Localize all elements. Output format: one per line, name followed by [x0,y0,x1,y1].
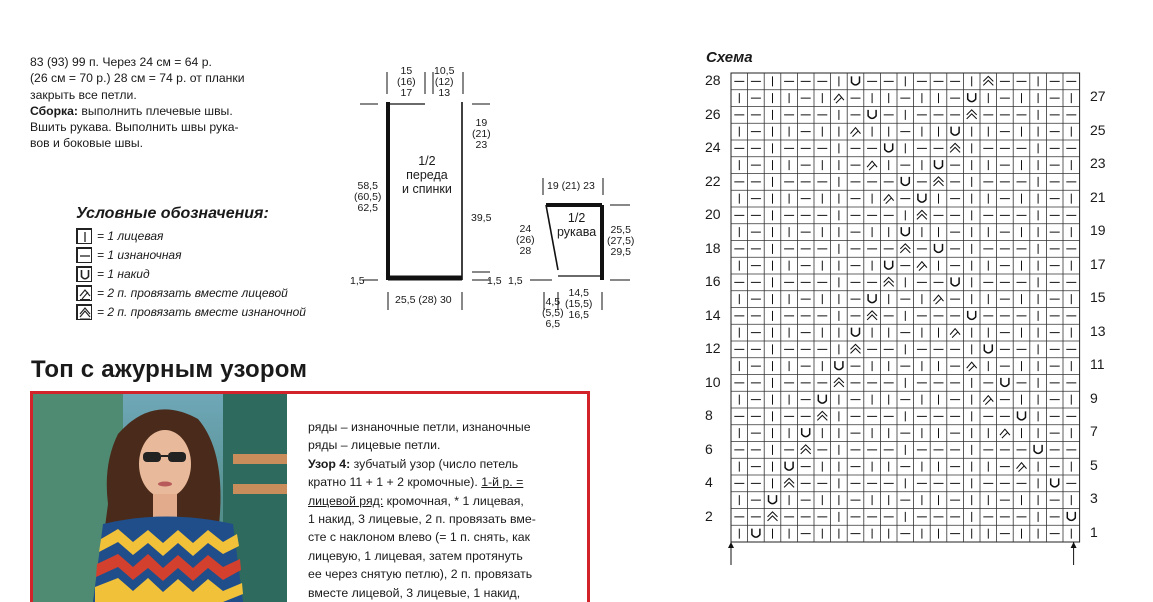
legend-item-purl [76,247,182,263]
intro-line: вов и боковые швы. [30,136,143,151]
row-number-left: 8 [705,407,713,423]
legend-item-k2tog [76,285,288,301]
row-number-right: 21 [1090,188,1106,205]
row-number-left: 10 [705,373,721,390]
text-line [308,492,568,510]
dim-body-width: 25,5 (28) 30 [395,294,452,306]
text-line: лицевую, 1 лицевая, затем протянуть [308,548,523,563]
yarn-over-icon [76,266,92,282]
dim-rib-left: 1,5 [350,275,365,287]
row-number-left: 16 [705,273,721,289]
row-number-left: 24 [705,139,721,155]
legend-title: Условные обозначения: [76,205,269,222]
row-number-left: 28 [705,72,721,88]
intro-line: (26 см = 70 р.) 28 см = 74 р. от планки [30,71,245,86]
row-label: 1-й р. = [481,475,524,490]
model-photo [30,391,287,602]
k2tog-icon [76,285,92,301]
row-number-right: 27 [1090,88,1106,104]
row-number-right: 19 [1090,222,1106,238]
body-piece-label: 1/2 переда и спинки [402,154,452,196]
intro-text-span: выполнить плечевые швы. [78,103,233,118]
row-number-left: 22 [705,172,721,189]
legend-text: = 1 изнаночная [97,248,182,262]
dim-neck-width: 15 (16) 17 [397,65,416,99]
row-number-left: 6 [705,440,713,457]
row-number-right: 5 [1090,456,1098,473]
dim-sleeve-top: 19 (21) 23 [547,180,595,192]
intro-text [30,54,290,152]
text-line: ряды – изнаночные петли, изнаночные [308,420,531,434]
knitting-chart-grid [726,70,1086,565]
dim-body-length: 58,5 (60,5) 62,5 [354,180,382,214]
legend-text: = 2 п. провязать вместе изнаночной [97,305,306,319]
row-number-left: 12 [705,340,721,356]
row-number-right: 23 [1090,155,1106,171]
row-number-left: 4 [705,474,713,490]
legend-text: = 2 п. провязать вместе лицевой [97,286,288,300]
row-number-right: 3 [1090,490,1098,506]
dim-side-length: 39,5 [471,212,492,224]
row-number-right: 15 [1090,289,1106,305]
purl-stitch-icon [76,247,92,263]
scheme-title: Схема [706,49,753,66]
sleeve-piece-label: 1/2 рукава [557,211,597,239]
row-number-right: 7 [1090,423,1098,439]
row-number-left: 26 [705,105,721,122]
dim-sleeve-right: 25,5 (27,5) 29,5 [607,224,635,258]
text-line: 1 накид, 3 лицевые, 2 п. провязать вме- [308,512,536,527]
text-line: ряды – лицевые петли. [308,438,441,453]
text-line [308,455,568,473]
dim-armhole-depth: 19 (21) 23 [472,117,491,151]
text-line: вместе лицевой, 3 лицевые, 1 накид, [308,585,521,600]
p2tog-icon [76,304,92,320]
row-number-left: 20 [705,206,721,222]
text-line [308,473,568,491]
text-line: сте с наклоном влево (= 1 п. снять, как [308,530,530,545]
intro-line: 83 (93) 99 п. Через 24 см = 64 р. [30,55,212,69]
instructions-text [308,418,568,602]
intro-line: Вшить рукава. Выполнить швы рука- [30,120,239,135]
row-number-right: 17 [1090,255,1106,272]
dim-sleeve-rib: 1,5 [508,275,523,287]
row-label: лицевой ряд: [308,493,384,508]
pattern-diagram [340,60,640,360]
legend-item-yo [76,266,150,282]
row-number-right: 9 [1090,389,1098,406]
dim-rib-right: 1,5 [487,275,502,287]
pattern-label: Узор 4: [308,456,351,471]
text-line: ее через снятую петлю), 2 п. провязать [308,567,533,582]
model-photo-image [33,394,287,602]
legend-text: = 1 лицевая [97,229,164,243]
row-number-right: 13 [1090,322,1106,339]
text-span: кратно 11 + 1 + 2 кромочные). [308,475,482,490]
knit-stitch-icon [76,228,92,244]
dim-sleeve-left: 24 (26) 28 [516,223,535,257]
article-headline: Топ с ажурным узором [31,356,308,383]
row-number-right: 1 [1090,523,1098,540]
dim-shoulder-width: 10,5 (12) 13 [434,65,455,99]
row-number-right: 11 [1090,356,1105,372]
dim-sleeve-bottom-right: 14,5 (15,5) 16,5 [565,287,593,321]
intro-line: закрыть все петли. [30,87,137,102]
legend-text: = 1 накид [97,267,150,281]
intro-line [30,103,290,119]
text-span: кромочная, * 1 лицевая, [383,493,524,508]
assembly-label: Сборка: [30,103,78,118]
row-number-right: 25 [1090,121,1106,138]
dim-sleeve-bottom-left: 4,5 (5,5) 6,5 [542,296,564,330]
row-number-left: 18 [705,239,721,256]
text-span: зубчатый узор (число петель [350,456,519,471]
legend-item-knit [76,228,163,244]
row-number-left: 2 [705,507,713,524]
row-number-left: 14 [705,306,721,323]
legend-item-p2tog [76,304,306,320]
